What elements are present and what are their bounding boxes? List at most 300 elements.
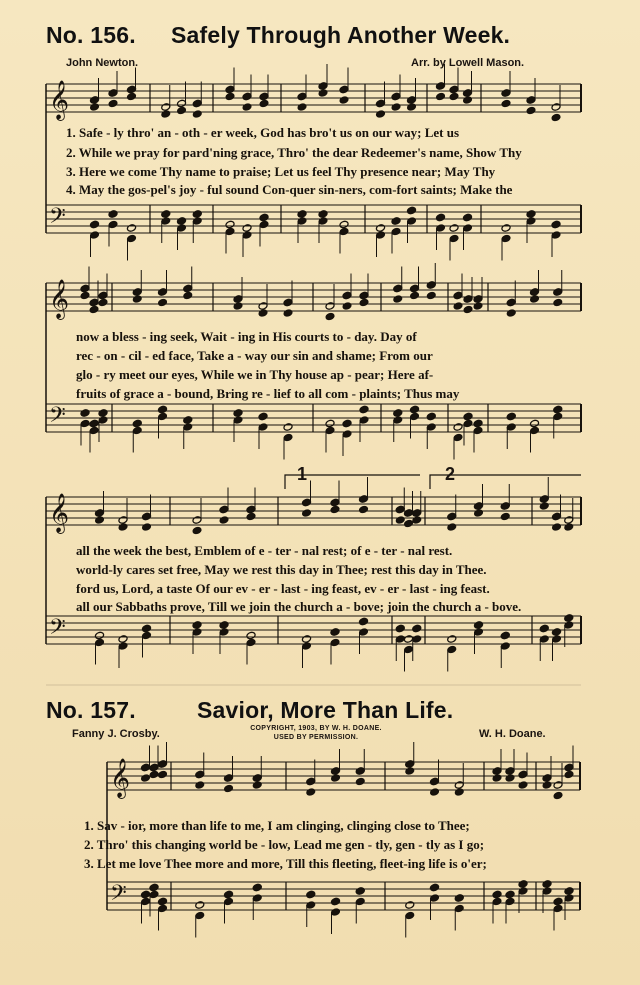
note-head: [530, 288, 540, 297]
note-head: [283, 309, 293, 318]
note-head: [542, 887, 552, 896]
note-head: [395, 624, 405, 633]
note-head: [501, 99, 511, 108]
note-head: [108, 89, 118, 98]
note-head: [98, 291, 108, 300]
note-head: [297, 92, 307, 101]
note-head: [449, 234, 459, 243]
note-head: [553, 412, 563, 421]
note-head: [473, 302, 483, 311]
note-head: [95, 516, 105, 525]
note-head: [453, 423, 463, 432]
permission-line: USED BY PERMISSION.: [273, 734, 359, 741]
lyric-line: all our Sabbaths prove, Till we join the church a - bove; join the church a - bove.: [76, 599, 522, 614]
note-head: [436, 224, 446, 233]
treble-clef-icon: 𝄞: [49, 493, 70, 533]
note-head: [505, 774, 515, 783]
note-head: [506, 298, 516, 307]
note-head: [158, 298, 168, 307]
note-head: [355, 767, 365, 776]
note-head: [426, 423, 436, 432]
note-head: [242, 92, 252, 101]
note-head: [463, 213, 473, 222]
note-head: [158, 770, 168, 779]
note-head: [177, 217, 187, 226]
note-head: [447, 645, 457, 654]
note-head: [564, 894, 574, 903]
hymn-157-music-by: W. H. Doane.: [479, 728, 546, 740]
note-head: [553, 781, 563, 790]
note-head: [224, 774, 234, 783]
note-head: [454, 904, 464, 913]
note-head: [393, 409, 403, 418]
note-head: [453, 291, 463, 300]
note-head: [505, 897, 515, 906]
note-head: [564, 516, 574, 525]
note-head: [149, 890, 159, 899]
note-head: [500, 642, 510, 651]
note-head: [158, 897, 168, 906]
note-head: [506, 412, 516, 421]
lyric-line: 3. Here we come Thy name to praise; Let us feel Thy presence near; May Thy: [66, 164, 496, 179]
lyric-line: 2. While we pray for pard'ning grace, Thro' the dear Redeemer's name, Show Thy: [66, 145, 522, 160]
note-head: [463, 419, 473, 428]
note-head: [95, 638, 105, 647]
note-head: [410, 284, 420, 293]
note-head: [219, 621, 229, 630]
note-head: [404, 519, 414, 528]
note-head: [391, 103, 401, 112]
lyric-line: world-ly cares set free, May we rest this day in Thee; rest this day in Thee.: [76, 562, 487, 577]
note-head: [192, 110, 202, 119]
note-head: [552, 523, 562, 532]
note-head: [242, 224, 252, 233]
note-head: [454, 781, 464, 790]
note-head: [246, 631, 256, 640]
note-head: [564, 523, 574, 532]
note-head: [359, 405, 369, 414]
note-head: [410, 291, 420, 300]
note-head: [98, 298, 108, 307]
note-head: [404, 509, 414, 518]
note-head: [252, 774, 262, 783]
note-head: [192, 99, 202, 108]
note-head: [118, 523, 128, 532]
note-head: [89, 298, 99, 307]
note-head: [90, 96, 100, 105]
note-head: [339, 96, 349, 105]
note-head: [142, 624, 152, 633]
note-head: [259, 99, 269, 108]
note-head: [183, 284, 193, 293]
note-head: [518, 781, 528, 790]
note-head: [118, 642, 128, 651]
lyric-line: 4. May the gos-pel's joy - ful sound Con-quer sin-ners, com-fort saints; Make the: [66, 182, 513, 197]
note-head: [90, 103, 100, 112]
note-head: [506, 423, 516, 432]
note-head: [331, 774, 341, 783]
note-head: [331, 767, 341, 776]
note-head: [132, 426, 142, 435]
note-head: [325, 312, 335, 321]
note-head: [219, 505, 229, 514]
note-head: [526, 217, 536, 226]
note-head: [473, 295, 483, 304]
note-head: [393, 284, 403, 293]
note-head: [530, 295, 540, 304]
note-head: [90, 220, 100, 229]
note-head: [132, 288, 142, 297]
note-head: [530, 419, 540, 428]
note-head: [325, 419, 335, 428]
note-head: [553, 405, 563, 414]
note-head: [331, 897, 341, 906]
note-head: [252, 883, 262, 892]
note-head: [430, 894, 440, 903]
note-head: [258, 412, 268, 421]
note-head: [526, 96, 536, 105]
note-head: [407, 206, 417, 215]
note-head: [233, 409, 243, 418]
note-head: [127, 234, 137, 243]
note-head: [89, 426, 99, 435]
note-head: [252, 894, 262, 903]
lyric-line: glo - ry meet our eyes, While we in Thy house ap - pear; Here af-: [76, 367, 434, 382]
treble-clef-icon: 𝄞: [49, 80, 70, 120]
note-head: [430, 883, 440, 892]
note-head: [192, 628, 202, 637]
note-head: [463, 89, 473, 98]
note-head: [330, 498, 340, 507]
note-head: [161, 210, 171, 219]
note-head: [330, 505, 340, 514]
note-head: [463, 295, 473, 304]
note-head: [258, 309, 268, 318]
note-head: [283, 298, 293, 307]
note-head: [449, 85, 459, 94]
note-head: [359, 617, 369, 626]
lyric-line: 1. Sav - ior, more than life to me, I am clinging, clinging close to Thee;: [84, 818, 470, 833]
note-head: [426, 291, 436, 300]
note-head: [149, 883, 159, 892]
note-head: [192, 526, 202, 535]
note-head: [500, 512, 510, 521]
hymn-156-words-by: John Newton.: [66, 57, 139, 69]
note-head: [108, 210, 118, 219]
note-head: [246, 512, 256, 521]
note-head: [355, 887, 365, 896]
note-head: [359, 291, 369, 300]
note-head: [436, 92, 446, 101]
note-head: [539, 495, 549, 504]
note-head: [325, 302, 335, 311]
note-head: [407, 96, 417, 105]
note-head: [127, 224, 137, 233]
note-head: [183, 423, 193, 432]
note-head: [330, 638, 340, 647]
note-head: [98, 416, 108, 425]
note-head: [224, 890, 234, 899]
first-ending-number: 1: [297, 464, 308, 484]
note-head: [242, 103, 252, 112]
note-head: [430, 777, 440, 786]
note-head: [330, 628, 340, 637]
note-head: [158, 904, 168, 913]
note-head: [436, 213, 446, 222]
note-head: [141, 897, 151, 906]
hymn-157-number: No. 157.: [46, 697, 136, 723]
note-head: [118, 635, 128, 644]
note-head: [395, 516, 405, 525]
note-head: [141, 890, 151, 899]
note-head: [158, 760, 168, 769]
bass-clef-icon: 𝄢: [49, 403, 66, 433]
note-head: [177, 99, 187, 108]
note-head: [376, 110, 386, 119]
note-head: [404, 635, 414, 644]
note-head: [564, 614, 574, 623]
note-head: [530, 426, 540, 435]
note-head: [225, 92, 235, 101]
note-head: [80, 419, 90, 428]
note-head: [108, 99, 118, 108]
note-head: [89, 419, 99, 428]
note-head: [355, 777, 365, 786]
note-head: [501, 89, 511, 98]
note-head: [318, 82, 328, 91]
treble-clef-icon: 𝄞: [110, 758, 131, 798]
note-head: [407, 103, 417, 112]
hymn-156-title: Safely Through Another Week.: [171, 22, 511, 48]
note-head: [259, 92, 269, 101]
note-head: [395, 635, 405, 644]
note-head: [410, 412, 420, 421]
note-head: [410, 405, 420, 414]
note-head: [474, 509, 484, 518]
note-head: [463, 305, 473, 314]
note-head: [391, 217, 401, 226]
note-head: [339, 220, 349, 229]
note-head: [474, 621, 484, 630]
note-head: [342, 302, 352, 311]
note-head: [318, 217, 328, 226]
note-head: [192, 621, 202, 630]
note-head: [405, 911, 415, 920]
note-head: [355, 897, 365, 906]
note-head: [551, 220, 561, 229]
lyric-line: all the week the best, Emblem of e - ter - nal rest; of e - ter - nal rest.: [76, 543, 453, 558]
note-head: [553, 897, 563, 906]
lyric-line: ford us, Lord, a taste Of our ev - er - last - ing feast, ev - er - last - ing feast.: [76, 581, 490, 596]
second-ending-number: 2: [445, 464, 456, 484]
note-head: [195, 901, 205, 910]
note-head: [463, 224, 473, 233]
note-head: [551, 231, 561, 240]
note-head: [177, 224, 187, 233]
note-head: [161, 110, 171, 119]
lyric-line: 2. Thro' this changing world be - low, Lead me gen - tly, gen - tly as I go;: [84, 837, 485, 852]
note-head: [258, 423, 268, 432]
note-head: [183, 416, 193, 425]
note-head: [89, 305, 99, 314]
note-head: [449, 92, 459, 101]
note-head: [492, 774, 502, 783]
note-head: [359, 505, 369, 514]
note-head: [141, 763, 151, 772]
note-head: [474, 628, 484, 637]
note-head: [426, 281, 436, 290]
note-head: [342, 419, 352, 428]
note-head: [302, 509, 312, 518]
note-head: [564, 770, 574, 779]
note-head: [195, 770, 205, 779]
note-head: [142, 512, 152, 521]
note-head: [376, 224, 386, 233]
note-head: [339, 85, 349, 94]
note-head: [454, 788, 464, 797]
note-head: [473, 419, 483, 428]
note-head: [564, 763, 574, 772]
note-head: [391, 92, 401, 101]
note-head: [447, 635, 457, 644]
note-head: [342, 430, 352, 439]
note-head: [225, 220, 235, 229]
note-head: [297, 217, 307, 226]
note-head: [80, 409, 90, 418]
note-head: [98, 409, 108, 418]
note-head: [242, 231, 252, 240]
note-head: [142, 523, 152, 532]
note-head: [506, 309, 516, 318]
note-head: [426, 412, 436, 421]
note-head: [552, 512, 562, 521]
note-head: [564, 621, 574, 630]
note-head: [463, 412, 473, 421]
note-head: [302, 642, 312, 651]
note-head: [395, 505, 405, 514]
note-head: [376, 99, 386, 108]
note-head: [80, 284, 90, 293]
bass-clef-icon: 𝄢: [110, 881, 127, 911]
note-head: [161, 103, 171, 112]
note-head: [391, 227, 401, 236]
treble-clef-icon: 𝄞: [49, 279, 70, 319]
note-head: [297, 210, 307, 219]
note-head: [393, 416, 403, 425]
note-head: [149, 770, 159, 779]
note-head: [302, 635, 312, 644]
note-head: [500, 631, 510, 640]
note-head: [283, 433, 293, 442]
note-head: [95, 509, 105, 518]
note-head: [318, 210, 328, 219]
note-head: [492, 767, 502, 776]
note-head: [258, 302, 268, 311]
note-head: [542, 774, 552, 783]
note-head: [219, 516, 229, 525]
note-head: [302, 498, 312, 507]
note-head: [359, 298, 369, 307]
note-head: [553, 791, 563, 800]
hymn-156-number: No. 156.: [46, 22, 136, 48]
note-head: [195, 781, 205, 790]
note-head: [492, 897, 502, 906]
note-head: [526, 106, 536, 115]
note-head: [318, 89, 328, 98]
note-head: [492, 890, 502, 899]
note-head: [453, 433, 463, 442]
note-head: [331, 908, 341, 917]
note-head: [405, 767, 415, 776]
note-head: [183, 291, 193, 300]
hymn-157-words-by: Fanny J. Crosby.: [72, 728, 160, 740]
note-head: [449, 224, 459, 233]
note-head: [127, 85, 137, 94]
note-head: [259, 220, 269, 229]
note-head: [141, 774, 151, 783]
note-head: [447, 523, 457, 532]
note-head: [518, 887, 528, 896]
note-head: [539, 502, 549, 511]
note-head: [90, 231, 100, 240]
note-head: [542, 880, 552, 889]
note-head: [359, 628, 369, 637]
note-head: [224, 784, 234, 793]
note-head: [359, 495, 369, 504]
note-head: [192, 516, 202, 525]
note-head: [412, 624, 422, 633]
note-head: [233, 295, 243, 304]
note-head: [501, 224, 511, 233]
note-head: [412, 516, 422, 525]
note-head: [161, 217, 171, 226]
note-head: [539, 624, 549, 633]
note-head: [505, 890, 515, 899]
note-head: [158, 288, 168, 297]
note-head: [158, 412, 168, 421]
note-head: [542, 781, 552, 790]
hymn-157-copyright: [228, 724, 404, 742]
note-head: [359, 416, 369, 425]
note-head: [195, 911, 205, 920]
note-head: [127, 92, 137, 101]
note-head: [225, 227, 235, 236]
note-head: [553, 904, 563, 913]
note-head: [297, 103, 307, 112]
note-head: [108, 220, 118, 229]
lyric-line: rec - on - cil - ed face, Take a - way our sin and shame; From our: [76, 348, 433, 363]
note-head: [325, 426, 335, 435]
bass-clef-icon: 𝄢: [49, 204, 66, 234]
note-head: [259, 213, 269, 222]
note-head: [118, 516, 128, 525]
note-head: [95, 631, 105, 640]
note-head: [224, 897, 234, 906]
lyric-line: 1. Safe - ly thro' an - oth - er week, God has bro't us on our way; Let us: [66, 125, 460, 140]
hymn-157-title: Savior, More Than Life.: [197, 697, 454, 723]
note-head: [501, 234, 511, 243]
note-head: [252, 781, 262, 790]
note-head: [233, 302, 243, 311]
note-head: [564, 887, 574, 896]
note-head: [553, 288, 563, 297]
note-head: [246, 638, 256, 647]
lyric-line: 3. Let me love Thee more and more, Till this fleeting, fleet-ing life is o'er;: [84, 856, 487, 871]
note-head: [430, 788, 440, 797]
note-head: [412, 635, 422, 644]
note-head: [132, 295, 142, 304]
note-head: [551, 103, 561, 112]
